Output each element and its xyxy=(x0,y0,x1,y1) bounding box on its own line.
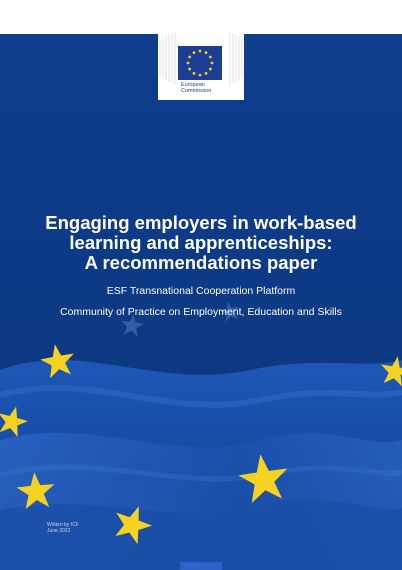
platform-subtitle: ESF Transnational Cooperation Platform xyxy=(106,285,296,297)
logo-line-2: Commission xyxy=(181,88,212,94)
title-line-1: Engaging employers in work-based xyxy=(45,212,357,233)
publication-date: June 2022 xyxy=(47,528,71,534)
title-line-3: A recommendations paper xyxy=(84,252,318,273)
author-credit: Written by ICF xyxy=(47,522,79,528)
report-title xyxy=(0,213,402,273)
community-subtitle: Community of Practice on Employment, Education and Skills xyxy=(60,306,342,318)
logo-wordmark xyxy=(181,82,231,94)
eu-flag-icon xyxy=(178,46,222,80)
logo-line-1: European xyxy=(181,82,205,88)
bottom-tab xyxy=(180,562,222,570)
credits xyxy=(47,522,79,534)
top-white-band xyxy=(0,0,402,34)
title-line-2: learning and apprenticeships: xyxy=(69,232,333,253)
